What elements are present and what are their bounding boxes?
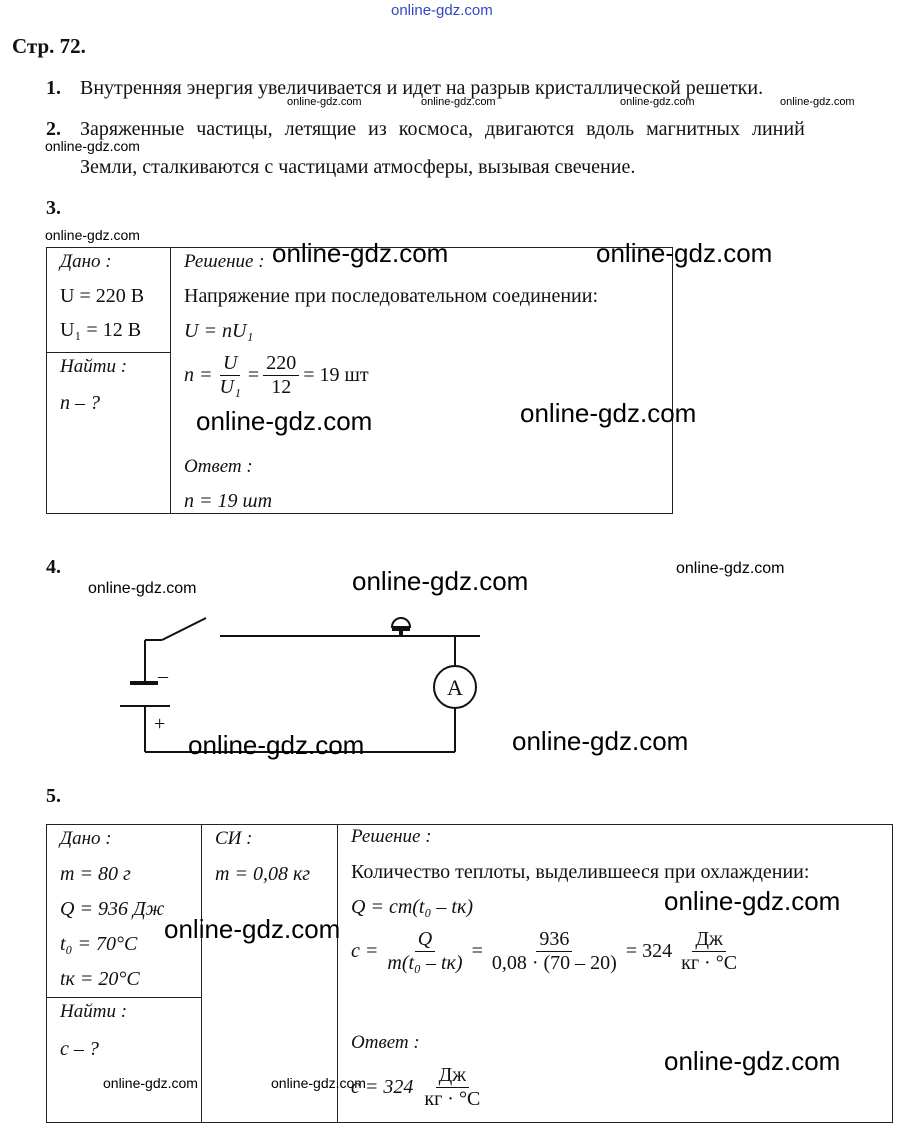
q5-formula-lhs: c =: [351, 940, 379, 962]
q5-si: m = 0,08 кг: [215, 863, 311, 885]
lamp-stem: [399, 631, 403, 636]
q5-answer-unit-num: Дж: [436, 1064, 469, 1088]
q5-given-1: m = 80 г: [60, 863, 131, 885]
q3-fraction-1: [217, 352, 244, 399]
q3-formula-1: U = nU₁: [184, 320, 254, 342]
watermark: online-gdz.com: [196, 406, 373, 436]
q3-divider-v: [170, 247, 171, 514]
q5-formula-2: [351, 928, 740, 975]
q3-formula-lhs: n =: [184, 364, 213, 386]
q5-answer-unit: [421, 1064, 483, 1111]
q5-find: c – ?: [60, 1038, 99, 1060]
q5-si-label: СИ :: [215, 828, 253, 849]
watermark: online-gdz.com: [45, 227, 140, 243]
q3-given-1: U = 220 В: [60, 285, 145, 307]
q3-fraction-1-num: U: [220, 352, 240, 376]
watermark: online-gdz.com: [88, 580, 197, 597]
q3-solution-text: Напряжение при последовательном соединении:: [184, 285, 599, 307]
q3-divider-h: [46, 352, 171, 353]
q5-solution-text: Количество теплоты, выделившееся при охлаждении:: [351, 861, 810, 883]
watermark: online-gdz.com: [188, 730, 365, 760]
q3-answer-label: Ответ :: [184, 456, 253, 477]
q3-number: 3.: [46, 197, 61, 219]
q2-line1: Заряженные частицы, летящие из космоса, двигаются вдоль магнитных линий: [80, 118, 805, 140]
battery-minus: –: [158, 665, 168, 687]
q1-number: 1.: [46, 77, 61, 99]
q5-given-2: Q = 936 Дж: [60, 898, 165, 920]
watermark: online-gdz.com: [164, 914, 341, 944]
q5-formula-1: Q = cm(t₀ – tк): [351, 896, 474, 918]
watermark: online-gdz.com: [352, 566, 529, 596]
q1-text: Внутренняя энергия увеличивается и идет на разрыв кристаллической решетки.: [80, 77, 764, 99]
watermark: online-gdz.com: [103, 1075, 198, 1091]
q5-divider-v1: [201, 824, 202, 1123]
q3-given-label: Дано :: [60, 251, 112, 272]
q5-fraction-1: [384, 928, 465, 975]
watermark-top[interactable]: online-gdz.com: [391, 2, 493, 19]
watermark: online-gdz.com: [664, 886, 841, 916]
q3-answer: n = 19 шт: [184, 490, 273, 512]
watermark: online-gdz.com: [676, 560, 785, 577]
q5-answer-unit-den: кг · °C: [424, 1088, 481, 1110]
lamp-icon: [392, 618, 410, 627]
q5-given-label: Дано :: [60, 828, 112, 849]
watermark: online-gdz.com: [272, 238, 449, 268]
q5-fraction-1-num: Q: [415, 928, 435, 952]
q5-unit-den: кг · °C: [681, 952, 738, 974]
watermark: online-gdz.com: [596, 238, 773, 268]
q3-fraction-1-den: U₁: [219, 376, 241, 398]
q2-line2: Земли, сталкиваются с частицами атмосферы, вызывая свечение.: [80, 156, 636, 178]
watermark: online-gdz.com: [512, 726, 689, 756]
ammeter-label: A: [447, 675, 463, 700]
q5-fraction-2: [489, 928, 620, 975]
q5-solution-label: Решение :: [351, 826, 432, 847]
watermark: online-gdz.com: [780, 96, 855, 108]
q5-answer-lhs: c = 324: [351, 1076, 414, 1098]
q3-fraction-2-den: 12: [271, 376, 292, 398]
watermark: online-gdz.com: [620, 96, 695, 108]
battery-plate-short: [130, 681, 158, 685]
q3-given-2: U₁ = 12 В: [60, 319, 142, 341]
q5-fraction-2-num: 936: [536, 928, 572, 952]
q3-formula-2: [184, 352, 369, 399]
q5-fraction-1-den: m(t₀ – tк): [387, 952, 463, 974]
watermark: online-gdz.com: [520, 398, 697, 428]
watermark: online-gdz.com: [421, 96, 496, 108]
q3-solution-label: Решение :: [184, 251, 265, 272]
watermark: online-gdz.com: [45, 138, 140, 154]
battery-plus: +: [154, 713, 166, 735]
circuit-switch-blade: [162, 618, 206, 640]
q3-formula-result: = 19 шт: [303, 364, 369, 386]
q3-find-label: Найти :: [60, 356, 128, 377]
q3-find: n – ?: [60, 392, 100, 414]
q3-formula-eq: =: [247, 364, 260, 386]
q5-number: 5.: [46, 785, 61, 807]
q5-given-4: tк = 20°C: [60, 968, 140, 990]
q5-formula-eq: =: [471, 940, 483, 962]
q5-unit-fraction: [678, 928, 740, 975]
q5-formula-result: = 324: [625, 940, 673, 962]
page-title: Стр. 72.: [12, 34, 86, 58]
q5-divider-h: [46, 997, 202, 998]
lamp-base: [392, 627, 410, 631]
q5-fraction-2-den: 0,08 · (70 – 20): [491, 952, 617, 974]
watermark: online-gdz.com: [271, 1075, 366, 1091]
q5-given-3: t₀ = 70°C: [60, 933, 138, 955]
q5-answer-label: Ответ :: [351, 1032, 420, 1053]
q4-number: 4.: [46, 556, 61, 578]
q5-answer: [351, 1064, 483, 1111]
q2-number: 2.: [46, 118, 61, 140]
watermark: online-gdz.com: [287, 96, 362, 108]
q3-fraction-2: [263, 352, 299, 399]
q5-find-label: Найти :: [60, 1001, 128, 1022]
q5-unit-num: Дж: [692, 928, 725, 952]
q3-fraction-2-num: 220: [263, 352, 299, 376]
watermark: online-gdz.com: [664, 1046, 841, 1076]
